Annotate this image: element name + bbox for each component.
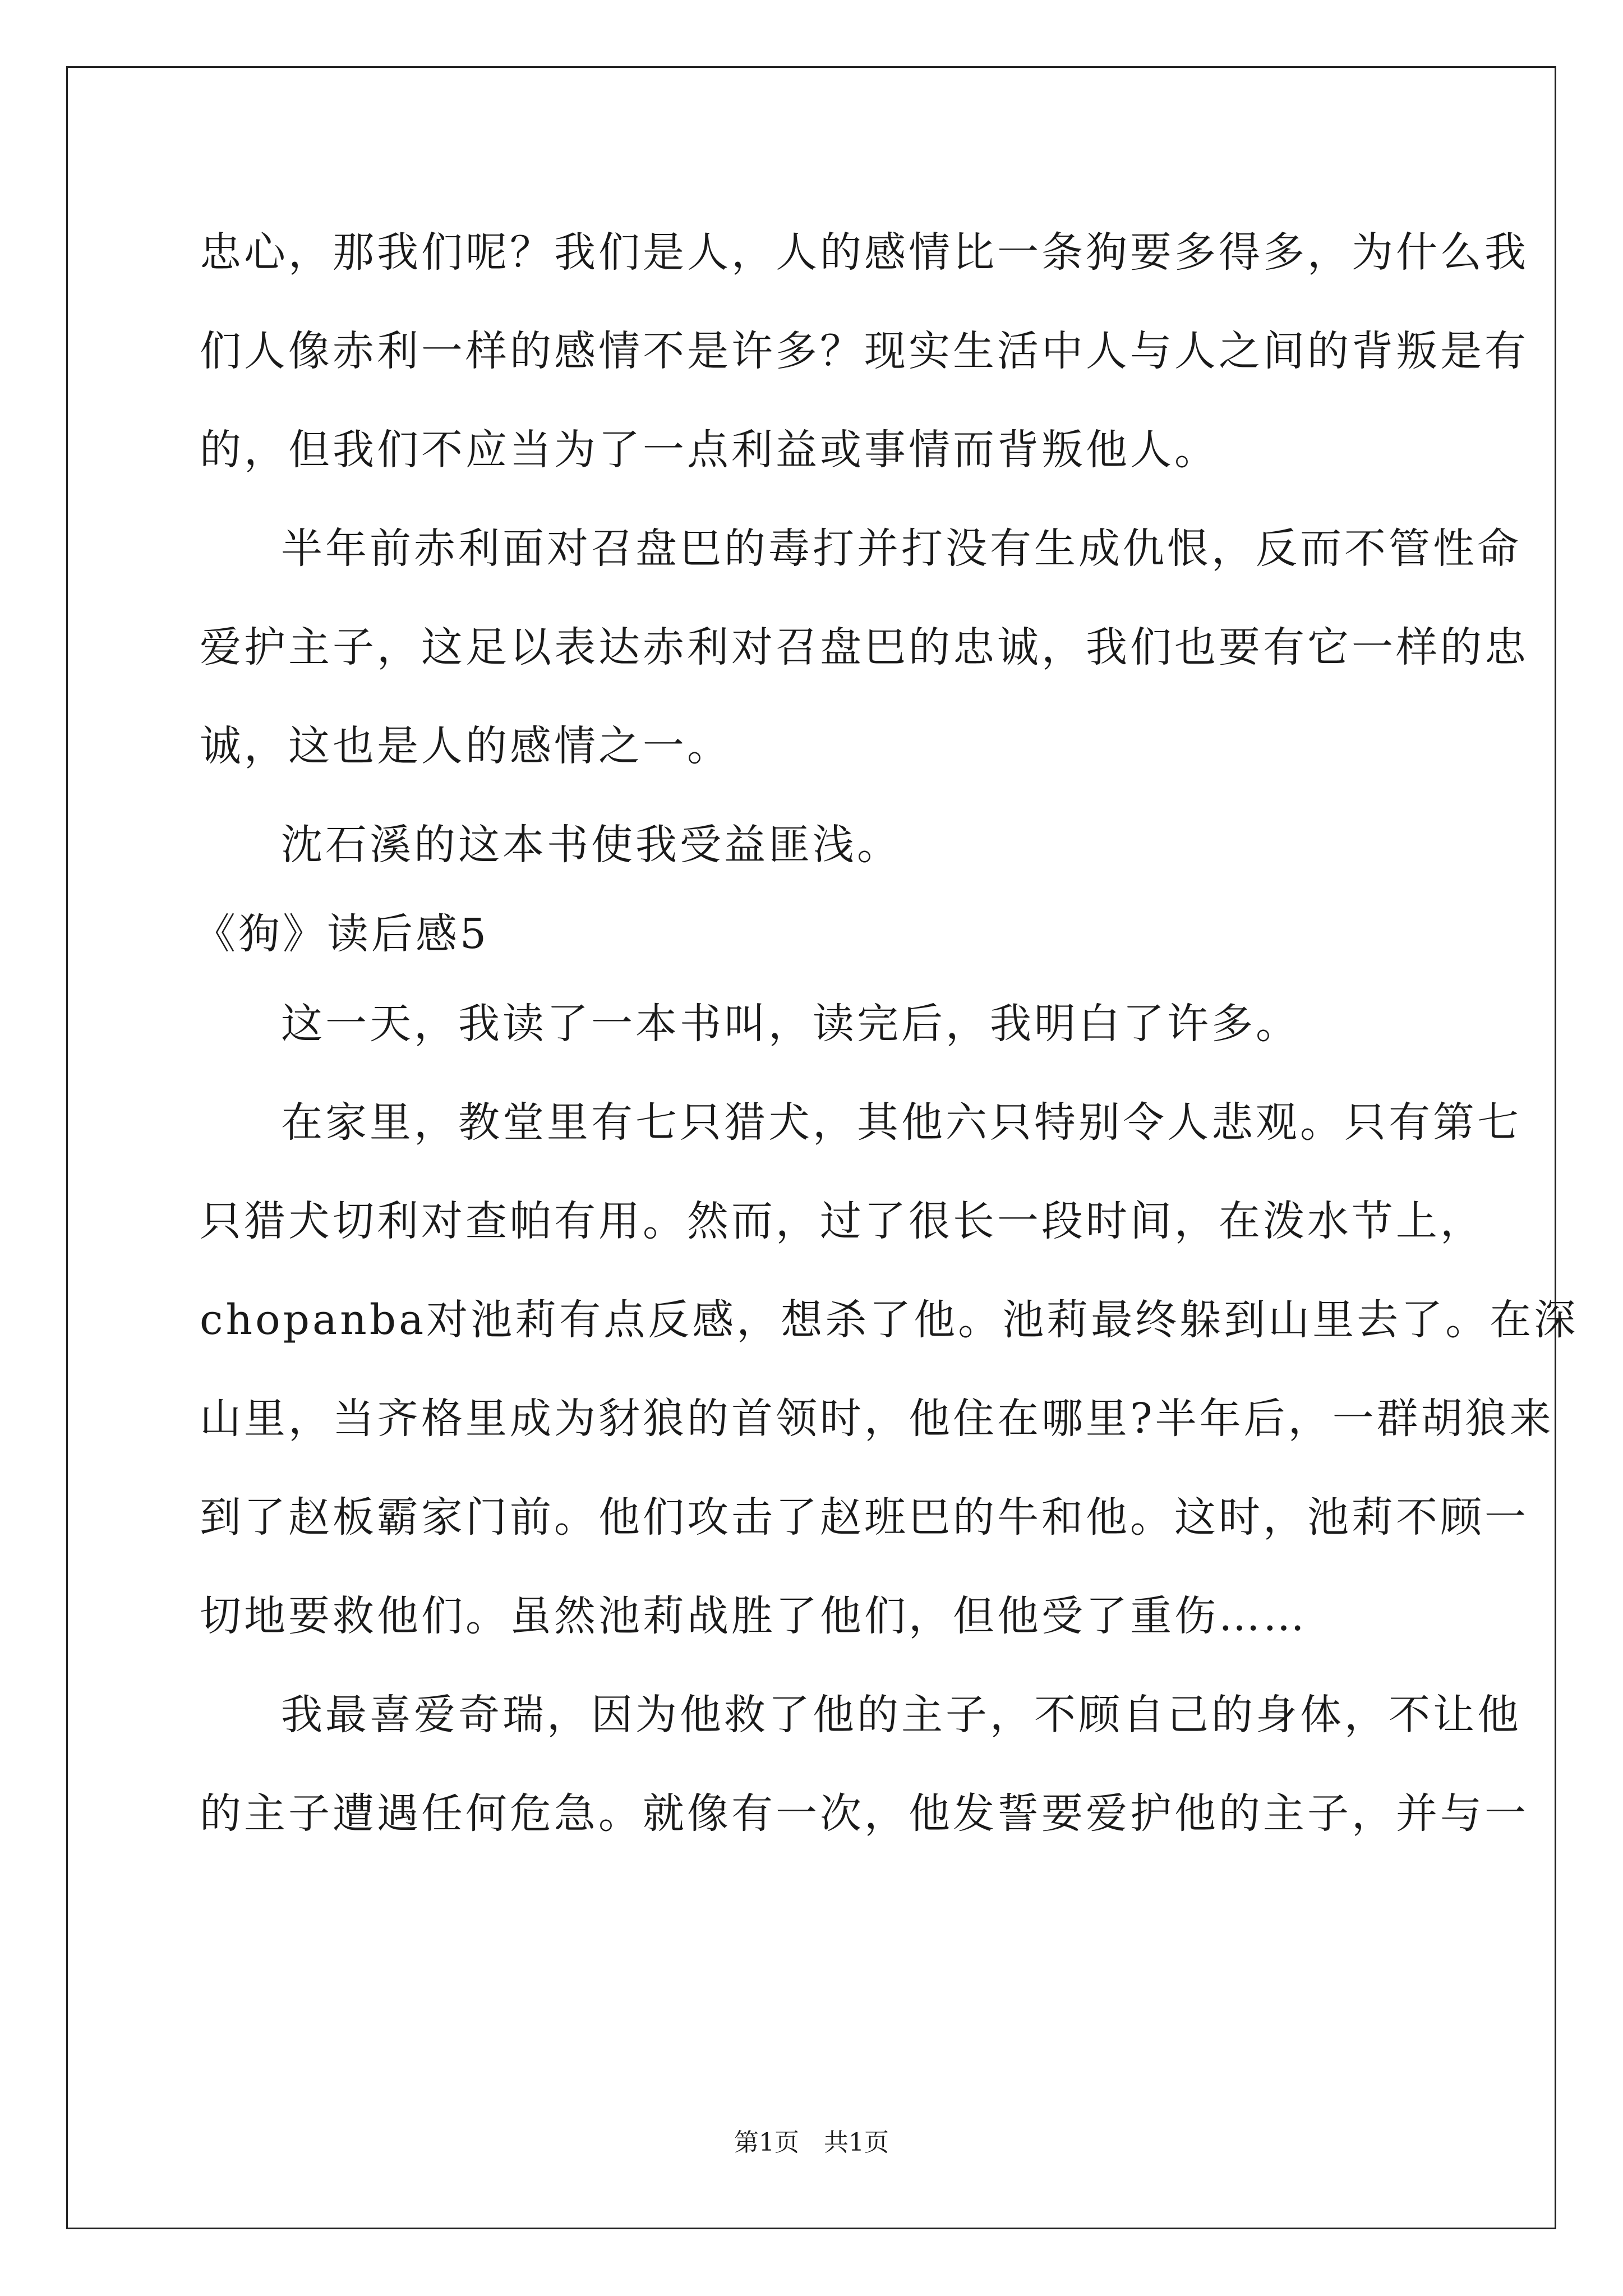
text-line: 忠心，那我们呢？我们是人，人的感情比一条狗要多得多，为什么我 <box>200 228 1529 277</box>
paragraph-first-line: 半年前赤利面对召盘巴的毒打并打没有生成仇恨，反而不管性命 <box>281 524 1521 573</box>
text-line: 到了赵板霸家门前。他们攻击了赵班巴的牛和他。这时，池莉不顾一 <box>200 1493 1529 1542</box>
text-line: 切地要救他们。虽然池莉战胜了他们，但他受了重伤…… <box>200 1592 1307 1640</box>
section-heading: 《狗》读后感5 <box>194 910 490 958</box>
text-line: 的主子遭遇任何危急。就像有一次，他发誓要爱护他的主子，并与一 <box>200 1789 1529 1838</box>
text-line: 只猎犬切利对查帕有用。然而，过了很长一段时间，在泼水节上， <box>200 1197 1484 1245</box>
text-line: 诚，这也是人的感情之一。 <box>200 722 731 770</box>
paragraph-first-line: 我最喜爱奇瑞，因为他救了他的主子，不顾自己的身体，不让他 <box>281 1691 1521 1739</box>
text-line: 山里，当齐格里成为豺狼的首领时，他住在哪里?半年后，一群胡狼来 <box>200 1395 1554 1443</box>
paragraph-first-line: 沈石溪的这本书使我受益匪浅。 <box>281 821 901 869</box>
text-line: 的，但我们不应当为了一点利益或事情而背叛他人。 <box>200 426 1219 474</box>
paragraph-first-line: 在家里，教堂里有七只猎犬，其他六只特别令人悲观。只有第七 <box>281 1098 1521 1147</box>
text-line: chopanba对池莉有点反感，想杀了他。池莉最终躲到山里去了。在深 <box>200 1296 1579 1344</box>
text-line: 们人像赤利一样的感情不是许多？现实生活中人与人之间的背叛是有 <box>200 327 1529 375</box>
page-number-footer: 第1页 共1页 <box>734 2128 889 2157</box>
paragraph-first-line: 这一天，我读了一本书叫，读完后，我明白了许多。 <box>281 1000 1300 1048</box>
text-line: 爱护主子，这足以表达赤利对召盘巴的忠诚，我们也要有它一样的忠 <box>200 623 1529 671</box>
